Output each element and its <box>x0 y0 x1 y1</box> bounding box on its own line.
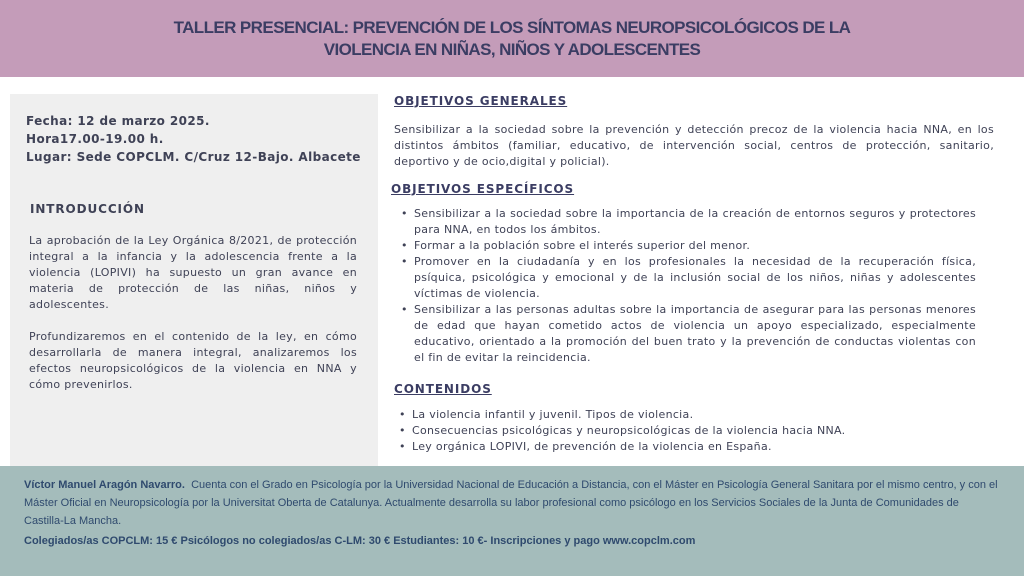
event-time: Hora17.00-19.00 h. <box>26 132 164 146</box>
list-item: • Promover en la ciudadanía y en los profesionales la necesidad de la recuperación física, psíquica, psicológica y emocional y de la inclusión social de los niños, niñas y adolescentes víctimas de violencia. <box>398 254 976 302</box>
speaker-bio-block <box>24 476 1000 530</box>
contents-list <box>396 407 956 455</box>
list-item: • Ley orgánica LOPIVI, de prevención de la violencia en España. <box>396 439 956 455</box>
header-banner <box>0 0 1024 77</box>
intro-paragraph: La aprobación de la Ley Orgánica 8/2021, de protección integral a la infancia y la adolescencia frente a la violencia (LOPIVI) ha supuesto un gran avance en materia de protección de las niñas, niños y adolescentes. <box>29 234 357 311</box>
list-item: • Consecuencias psicológicas y neuropsicológicas de la violencia hacia NNA. <box>396 423 956 439</box>
list-item: • La violencia infantil y juvenil. Tipos de violencia. <box>396 407 956 423</box>
intro-paragraph: Profundizaremos en el contenido de la ley, en cómo desarrollarla de manera integral, analizaremos los efectos neuropsicológicos de la violencia en NNA y cómo prevenirlos. <box>29 330 357 391</box>
speaker-name: Víctor Manuel Aragón Navarro. <box>24 479 185 491</box>
list-item: • Sensibilizar a la sociedad sobre la importancia de la creación de entornos seguros y protectores para NNA, en todos los ámbitos. <box>398 206 976 238</box>
fees-text: Colegiados/as COPCLM: 15 € Psicólogos no colegiados/as C-LM: 30 € Estudiantes: 10 €- Inscripciones y pago www.copclm.com <box>24 535 696 547</box>
general-objectives-text: Sensibilizar a la sociedad sobre la prevención y detección precoz de la violencia hacia NNA, en los distintos ámbitos (familiar, educativo, de intervención social, centros de protección, sanitario, deportivo y de ocio,digital y policial). <box>394 123 994 168</box>
event-info <box>26 112 371 166</box>
intro-heading: INTRODUCCIÓN <box>30 202 145 216</box>
general-objectives-heading: OBJETIVOS GENERALES <box>394 94 568 108</box>
page-title: TALLER PRESENCIAL: PREVENCIÓN DE LOS SÍNTOMAS NEUROPSICOLÓGICOS DE LA VIOLENCIA EN NIÑAS, NIÑOS Y ADOLESCENTES <box>173 17 851 59</box>
list-item: • Formar a la población sobre el interés superior del menor. <box>398 238 976 254</box>
contents-heading: CONTENIDOS <box>394 382 492 396</box>
speaker-bio: Cuenta con el Grado en Psicología por la Universidad Nacional de Educación a Distancia, con el Máster en Psicología General Sanitara por el mismo centro, y con el Máster Oficial en Neuropsicología por la Universitat Oberta de Catalunya. Actualmente desarrolla su labor profesional como psicólogo en los Servicios Sociales de la Junta de Comunidades de Castilla-La Mancha. <box>24 479 998 527</box>
event-date: Fecha: 12 de marzo 2025. <box>26 114 210 128</box>
event-place: Lugar: Sede COPCLM. C/Cruz 12-Bajo. Albacete <box>26 150 361 164</box>
intro-text <box>29 233 357 393</box>
list-item: • Sensibilizar a las personas adultas sobre la importancia de asegurar para las personas menores de edad que hayan cometido actos de violencia un apoyo especializado, especialmente educativo, orientado a la promoción del buen trato y la prevención de conductas violentas con el fin de evitar la reincidencia. <box>398 302 976 366</box>
specific-objectives-list <box>398 206 976 366</box>
footer-panel <box>0 466 1024 576</box>
specific-objectives-heading: OBJETIVOS ESPECÍFICOS <box>391 182 575 196</box>
left-panel <box>10 94 378 466</box>
